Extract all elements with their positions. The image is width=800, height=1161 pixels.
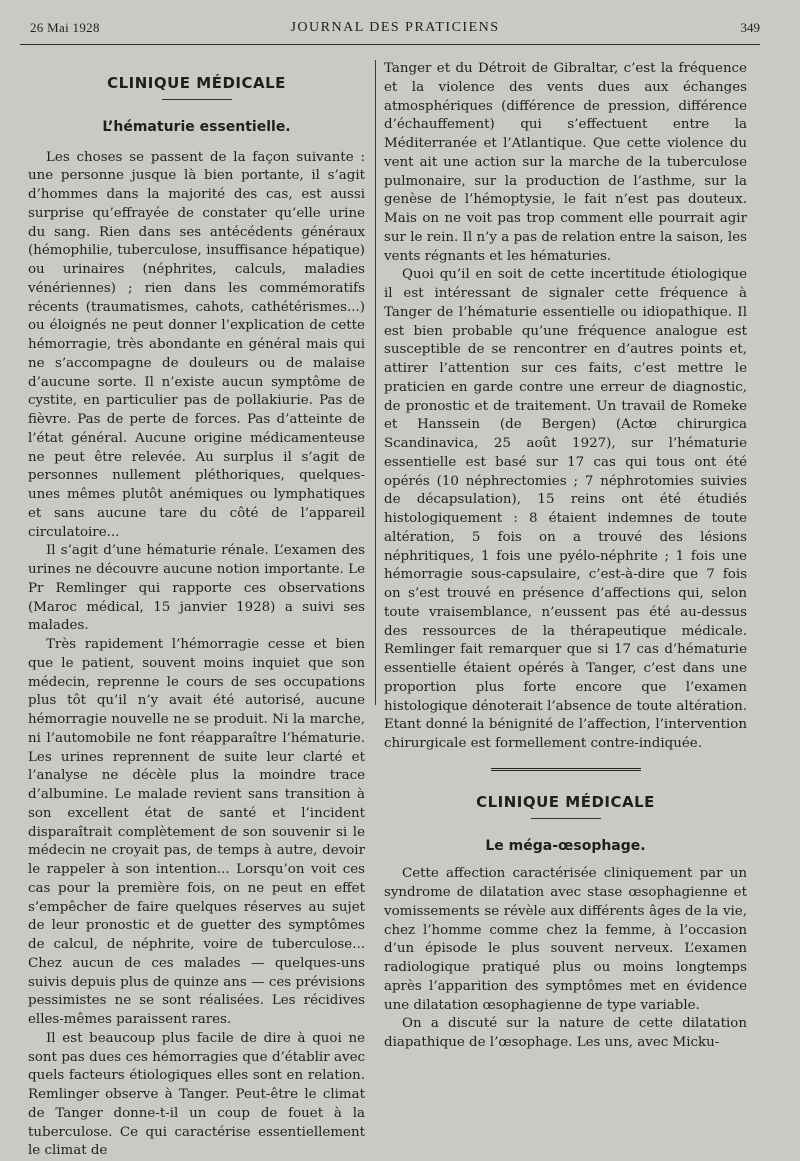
- paragraph: Il est beaucoup plus facile de dire à quoi ne sont pas dues ces hémorragies que d’établir avec quels facteurs étiologiques elles sont en relation. Remlinger observe à Tanger. Peut-être le climat de Tanger donne-t-il un coup de fouet à la tuberculose. Ce qui caractérise essentiellement le climat de: [28, 1030, 365, 1159]
- section-heading: CLINIQUE MÉDICALE: [107, 74, 286, 92]
- page-header: [30, 20, 760, 40]
- paragraph: Très rapidement l’hémorragie cesse et bien que le patient, souvent moins inquiet que son médecin, reprenne le cours de ses occupations plus tôt qu’il n’y avait été autorisé, aucune hémorragie nouvelle ne se produit. Ni la marche, ni l’automobile ne font réapparaître l’hématurie. Les urines reprennent de suite leur clarté et l’analyse ne décèle plus la moindre trace d’albumine. Le malade revient sans transition à son excellent état de santé et l’incident disparaîtrait complètement de son souvenir si le médecin ne croyait pas, de temps à autre, devoir le rappeler à son intention... Lorsqu’on voit ces cas pour la première fois, on ne peut en effet s’empêcher de faire quelques réserves au sujet de leur pronostic et de guetter des symptômes de calcul, de néphrite, voire de tuberculose... Chez aucun de ces malades — quelques-uns suivis depuis plus de quinze ans — ces prévisions pessimistes ne se sont réalisées. Les récidives elles-mêmes paraissent rares.: [28, 637, 365, 1027]
- paragraph: Tanger et du Détroit de Gibraltar, c’est la fréquence et la violence des vents dues aux échanges atmosphériques (différence de pression, différence d’échauffement) qui s’effectuent entre la Méditerranée et l’Atlantique. Que cette violence du vent ait une action sur la marche de la tuberculose pulmonaire, sur la production de l’asthme, sur la genèse de l’hémoptysie, le fait n’est pas douteux. Mais on ne voit pas trop comment elle pourrait agir sur le rein. Il n’y a pas de relation entre la saison, les vents régnants et les hématuries.: [384, 61, 747, 264]
- header-rule: [20, 44, 760, 45]
- article-title: L’hématurie essentielle.: [102, 118, 291, 135]
- paragraph: Cette affection caractérisée cliniquement par un syndrome de dilatation avec stase œsophagienne et vomissements se révèle aux différents âges de la vie, chez l’homme comme chez la femme, à l’occasion d’un épisode le plus souvent nerveux. L’examen radiologique pratiqué plus ou moins longtemps après l’apparition des symptômes met en évidence une dilatation œsophagienne de type variable.: [384, 866, 747, 1013]
- column-divider: [375, 60, 376, 705]
- paragraph: Quoi qu’il en soit de cette incertitude étiologique il est intéressant de signaler cette fréquence à Tanger de l’hématurie essentielle ou idiopathique. Il est bien probable qu’une fréquence analogue est susceptible de se rencontrer en d’autres points et, attirer l’attention sur ces faits, c’est mettre le praticien en garde contre une erreur de diagnostic, de pronostic et de traitement. Un travail de Romeke et Hanssein (de Bergen) (Actœ chirurgica Scandinavica, 25 août 1927), sur l’hématurie essentielle est basé sur 17 cas qui tous ont été opérés (10 néphrectomies ; 7 néphrotomies suivies de décapsulation), 15 reins ont été étudiés histologiquement : 8 étaient indemnes de toute altération, 5 fois on a trouvé des lésions néphritiques, 1 fois une pyélo-néphrite ; 1 fois une hémorragie sous-capsulaire, c’est-à-dire que 7 fois on s’est trouvé en présence d’affections qui, selon toute vraisemblance, n’eussent pas été au-dessus des ressources de la thérapeutique médicale. Remlinger fait remarquer que si 17 cas d’hématurie essentielle étaient opérés à Tanger, c’est dans une proportion plus forte encore que l’examen histologique dénoterait l’absence de toute altération. Etant donné la bénignité de l’affection, l’intervention chirurgicale est formellement contre-indiquée.: [384, 267, 747, 751]
- article-title: Le méga-œsophage.: [485, 837, 646, 854]
- paragraph: Il s’agit d’une hématurie rénale. L’examen des urines ne découvre aucune notion importante. Le Pr Remlinger qui rapporte ces observations (Maroc médical, 15 janvier 1928) a suivi ses malades.: [28, 543, 365, 634]
- paragraph: Les choses se passent de la façon suivante : une personne jusque là bien portante, il s’agit d’hommes dans la majorité des cas, est aussi surprise qu’effrayée de constater qu’elle urine du sang. Rien dans ses antécédents généraux (hémophilie, tuberculose, insuffisance hépatique) ou urinaires (néphrites, calculs, maladies vénériennes) ; rien dans les commémoratifs récents (traumatismes, cahots, cathétérismes...) ou éloignés ne peut donner l’explication de cette hémorragie, très abondante en général mais qui ne s’accompagne de douleurs ou de malaise d’aucune sorte. Il n’existe aucun symptôme de cystite, en particulier pas de pollakiurie. Pas de fièvre. Pas de perte de forces. Pas d’atteinte de l’état général. Aucune origine médicamenteuse ne peut être relevée. Au surplus il s’agit de personnes nullement pléthoriques, quelques-unes mêmes plutôt anémiques ou lymphatiques et sans aucune tare du côté de l’appareil circulatoire...: [28, 149, 365, 540]
- journal-title: JOURNAL DES PRATICIENS: [290, 20, 500, 35]
- right-column: [384, 60, 747, 1053]
- page-number: 349: [740, 20, 760, 35]
- issue-date: 26 Mai 1928: [30, 20, 100, 35]
- paragraph: On a discuté sur la nature de cette dilatation diapathique de l’œsophage. Les uns, avec Micku-: [384, 1016, 747, 1050]
- section-heading: CLINIQUE MÉDICALE: [476, 792, 655, 811]
- left-column: [28, 60, 365, 1161]
